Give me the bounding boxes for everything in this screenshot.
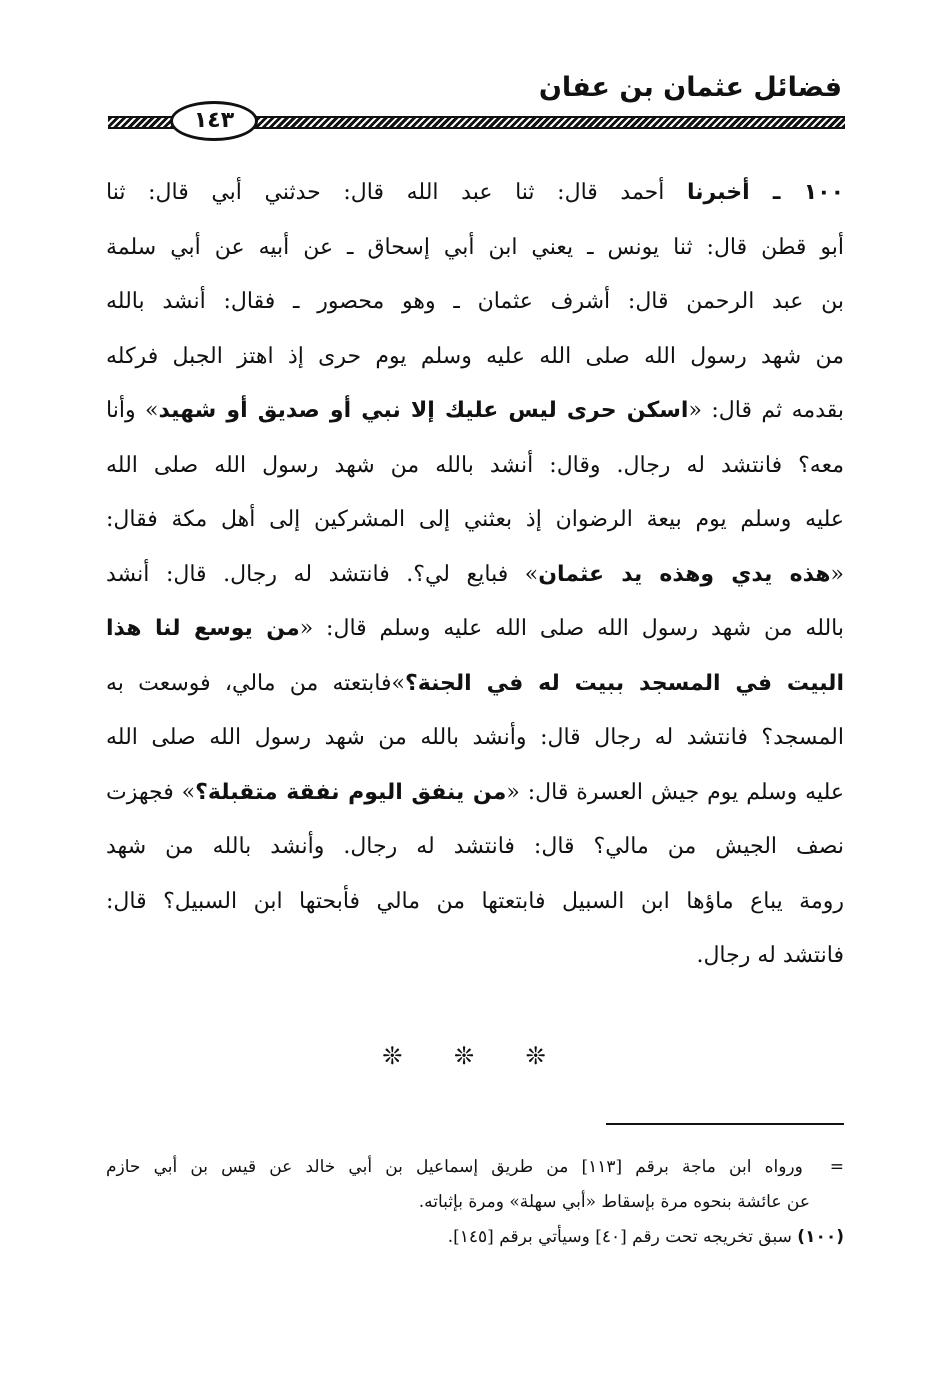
footnote-divider xyxy=(606,1123,844,1125)
text-line: بن عبد الرحمن قال: أشرف عثمان ـ وهو محصور ـ فقال: أنشد بالله xyxy=(106,289,844,314)
text-line: «هذه يدي وهذه يد عثمان» فبايع لي؟. فانتشد له رجال. قال: أنشد xyxy=(106,561,844,587)
text-line: البيت في المسجد ببيت له في الجنة؟»فابتعته من مالي، فوسعت به xyxy=(106,670,844,696)
hadith-number-lead: ١٠٠ ـ أخبرنا xyxy=(687,180,844,205)
footnote-number: (١٠٠) xyxy=(797,1227,844,1247)
text-line: أبو قطن قال: ثنا يونس ـ يعني ابن أبي إسحاق ـ عن أبيه عن أبي سلمة xyxy=(106,234,844,260)
text-line: عليه وسلم يوم بيعة الرضوان إذ بعثني إلى المشركين إلى أهل مكة فقال: xyxy=(106,507,844,532)
text-line: نصف الجيش من مالي؟ قال: فانتشد له رجال. وأنشد بالله من شهد xyxy=(106,834,844,859)
text-line: بقدمه ثم قال: «اسكن حرى ليس عليك إلا نبي أو صديق أو شهيد» وأنا xyxy=(106,398,844,423)
quoted-hadith-text: من ينفق اليوم نفقة متقبلة؟ xyxy=(195,779,507,805)
text-line: بالله من شهد رسول الله صلى الله عليه وسلم قال: «من يوسع لنا هذا xyxy=(106,616,844,641)
continuation-marker: = xyxy=(829,1157,844,1177)
footnote-continuation-line: = ورواه ابن ماجة برقم [١١٣] من طريق إسماعيل بن أبي خالد عن قيس بن أبي حازم xyxy=(106,1150,844,1185)
text-line: ١٠٠ ـ أخبرنا أحمد قال: ثنا عبد الله قال: حدثني أبي قال: ثنا xyxy=(106,180,844,205)
page-number: ١٤٣ xyxy=(170,101,258,141)
quoted-hadith-text: اسكن حرى ليس عليك إلا نبي أو صديق أو شهيد xyxy=(158,398,689,423)
text-line: من شهد رسول الله صلى الله عليه وسلم يوم حرى إذ اهتز الجبل فركله xyxy=(106,343,844,369)
footnote-continuation-line: عن عائشة بنحوه مرة بإسقاط «أبي سهلة» ومرة بإثباته. xyxy=(418,1192,810,1212)
text-line: عليه وسلم يوم جيش العسرة قال: «من ينفق اليوم نفقة متقبلة؟» فجهزت xyxy=(106,779,844,805)
running-header-title: فضائل عثمان بن عفان xyxy=(538,72,842,103)
text-line: رومة يباع ماؤها ابن السبيل فابتعتها من مالي فأبحتها ابن السبيل؟ قال: xyxy=(106,888,844,914)
text-line: المسجد؟ فانتشد له رجال قال: وأنشد بالله من شهد رسول الله صلى الله xyxy=(106,725,844,750)
quoted-hadith-text: هذه يدي وهذه يد عثمان xyxy=(538,561,831,587)
text-line: معه؟ فانتشد له رجال. وقال: أنشد بالله من شهد رسول الله صلى الله xyxy=(106,452,844,478)
quoted-hadith-text: البيت في المسجد ببيت له في الجنة؟ xyxy=(404,670,844,696)
quoted-hadith-text: من يوسع لنا هذا xyxy=(106,616,300,641)
text-line: فانتشد له رجال. xyxy=(696,943,844,968)
footnote-line: (١٠٠) سبق تخريجه تحت رقم [٤٠] وسيأتي برقم [١٤٥]. xyxy=(447,1227,844,1247)
section-separator-stars: ❊ ❊ ❊ xyxy=(382,1042,568,1070)
footnotes xyxy=(106,1150,844,1255)
main-text xyxy=(106,166,844,984)
